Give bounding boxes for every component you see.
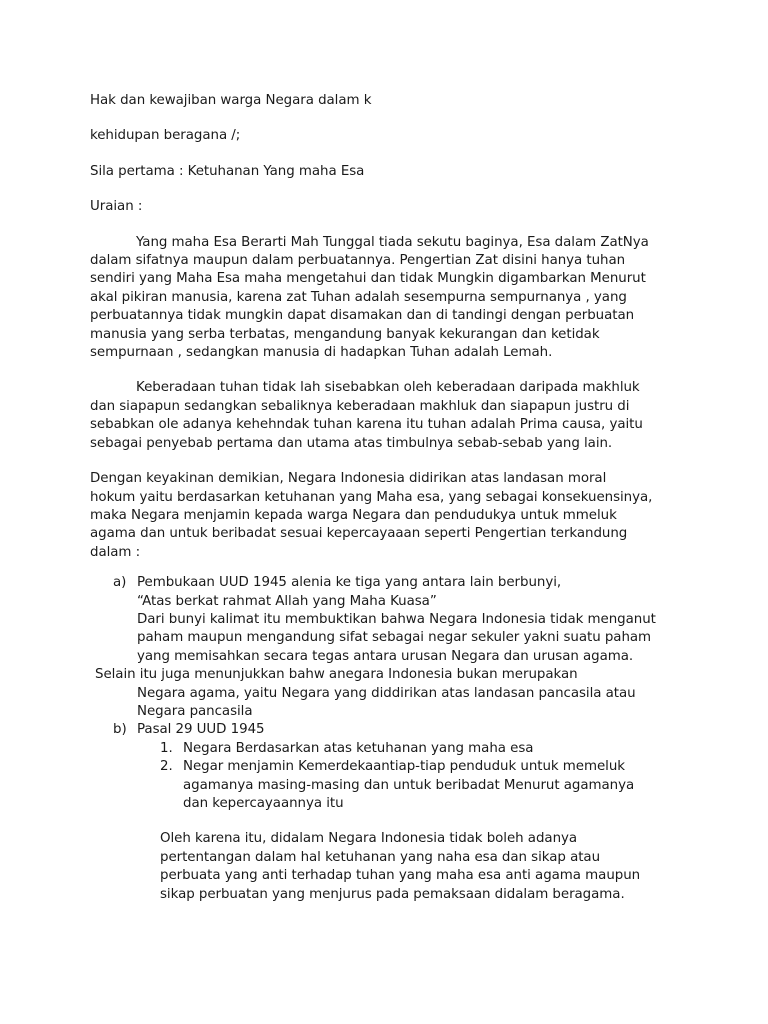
list-item-a (90, 574, 690, 721)
list-item-b-line (90, 721, 690, 739)
sub-list-line: dan kepercayaannya itu (183, 796, 344, 811)
list-item-a-line: paham maupun mengandung sifat sebagai negar sekuler yakni suatu paham (137, 630, 652, 646)
conclusion-paragraph (90, 830, 690, 904)
paragraph-line: sempurnaan , sedangkan manusia di hadapkan Tuhan adalah Lemah. (90, 345, 553, 361)
sub-list-text: Negar menjamin Kemerdekaantiap-tiap penduduk untuk memeluk (183, 759, 625, 775)
list-item-text: Pembukaan UUD 1945 alenia ke tiga yang antara lain berbunyi, (137, 575, 562, 591)
sub-list-item-2 (90, 758, 690, 776)
paragraph-line: agama dan untuk beribadat sesuai kepercayaaan seperti Pengertian terkandung (90, 526, 628, 542)
paragraph-line: Oleh karena itu, didalam Negara Indonesia tidak boleh adanya (160, 831, 578, 847)
paragraph-line: maka Negara menjamin kepada warga Negara dan pendudukya untuk mmeluk (90, 507, 617, 523)
paragraph-line: sikap perbuatan yang menjurus pada pemaksaan didalam beragama. (160, 886, 625, 902)
list-item-b (90, 721, 690, 813)
list-item-a-line: Negara agama, yaitu Negara yang diddirikan atas landasan pancasila atau (137, 685, 636, 701)
list-item-a-line: yang memisahkan secara tegas antara urusan Negara dan urusan agama. (137, 648, 634, 664)
sub-list-line: agamanya masing-masing dan untuk beribadat Menurut agamanya (183, 777, 635, 793)
paragraph-line: manusia yang serba terbatas, mengandung banyak kekurangan dan ketidak (90, 326, 600, 342)
paragraph-line: hokum yaitu berdasarkan ketuhanan yang Maha esa, yang sebagai konsekuensinya, (90, 489, 653, 505)
list-item-a-line (90, 574, 690, 592)
paragraph-1 (90, 234, 690, 363)
paragraph-line: akal pikiran manusia, karena zat Tuhan adalah sesempurna sempurnanya , yang (90, 289, 627, 305)
paragraph-line: perbuata yang anti terhadap tuhan yang maha esa anti agama maupun (160, 868, 641, 884)
list-item-a-line: Negara pancasila (137, 703, 253, 719)
paragraph-line: Yang maha Esa Berarti Mah Tunggal tiada sekutu baginya, Esa dalam ZatNya (136, 234, 649, 250)
paragraph-line: perbuatannya tidak mungkin dapat disamakan dan di tandingi dengan perbuatan (90, 308, 635, 324)
paragraph-line: dalam : (90, 544, 141, 560)
list-item-a-line: Dari bunyi kalimat itu membuktikan bahwa Negara Indonesia tidak menganut (137, 611, 656, 627)
paragraph-3 (90, 470, 690, 562)
heading-line-1: Hak dan kewajiban warga Negara dalam k (90, 93, 372, 108)
sub-list-marker-2: 2. (160, 759, 173, 775)
list-marker-a: a) (113, 575, 127, 591)
list-item-a-line: “Atas berkat rahmat Allah yang Maha Kuasa” (137, 593, 437, 609)
sub-list-marker-1: 1. (160, 740, 173, 756)
sub-list-item-1 (90, 740, 690, 758)
paragraph-line: dalam sifatnya maupun dalam perbuatannya. Pengertian Zat disini hanya tuhan (90, 253, 626, 269)
list-marker-b: b) (113, 722, 127, 738)
list-item-text: Pasal 29 UUD 1945 (137, 722, 265, 738)
sub-list-text: Negara Berdasarkan atas ketuhanan yang maha esa (183, 740, 534, 756)
paragraph-line: dan siapapun sedangkan sebaliknya keberadaan makhluk dan siapapun justru di (90, 398, 630, 414)
paragraph-line: pertentangan dalam hal ketuhanan yang naha esa dan sikap atau (160, 849, 601, 865)
heading-line-2: kehidupan beragana /; (90, 128, 241, 144)
list-item-a-line: Selain itu juga menunjukkan bahw anegara Indonesia bukan merupakan (95, 667, 578, 683)
heading-line-4: Uraian : (90, 199, 143, 215)
paragraph-line: Keberadaan tuhan tidak lah sisebabkan oleh keberadaan daripada makhluk (136, 380, 640, 396)
document-page (90, 92, 690, 904)
paragraph-line: sebabkan ole adanya kehehndak tuhan karena itu tuhan adalah Prima causa, yaitu (90, 417, 643, 433)
paragraph-line: sebagai penyebab pertama dan utama atas timbulnya sebab-sebab yang lain. (90, 435, 613, 451)
heading-line-3: Sila pertama : Ketuhanan Yang maha Esa (90, 163, 365, 179)
paragraph-line: Dengan keyakinan demikian, Negara Indonesia didirikan atas landasan moral (90, 471, 607, 487)
paragraph-line: sendiri yang Maha Esa maha mengetahui dan tidak Mungkin digambarkan Menurut (90, 271, 646, 287)
paragraph-2 (90, 379, 690, 453)
